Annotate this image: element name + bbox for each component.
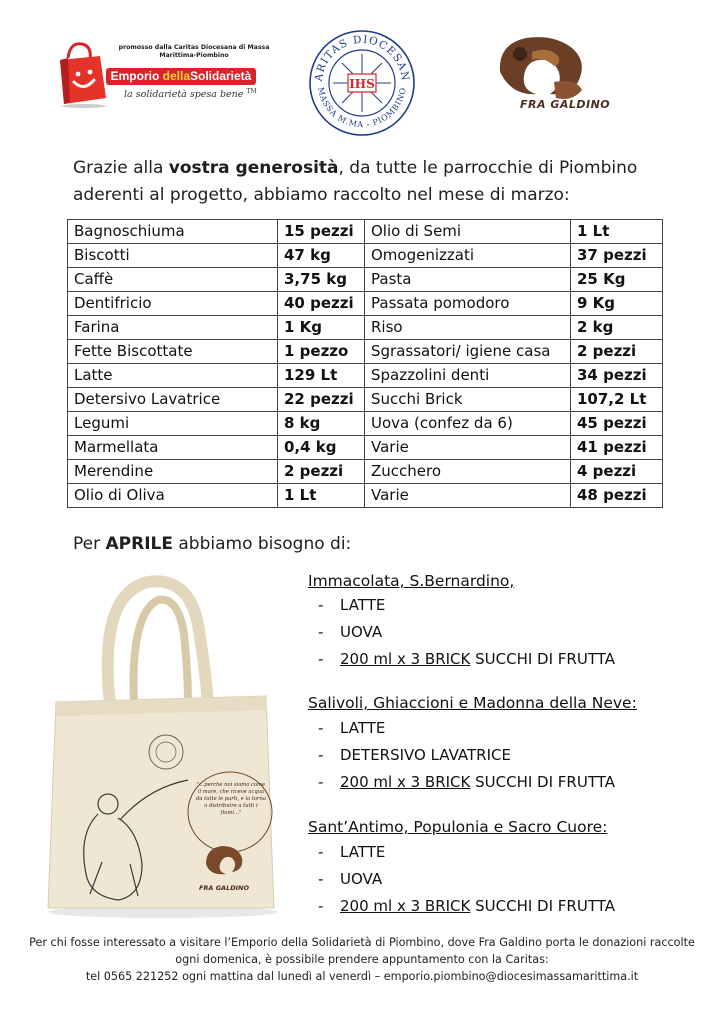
footer-line: Per chi fosse interessato a visitare l’Emporio della Solidarietà di Piombino, dove Fra Galdino porta le donazioni raccolte (29, 936, 695, 949)
parish-group-title: Sant’Antimo, Populonia e Sacro Cuore: (308, 818, 608, 836)
caritas-diocesana-seal (304, 28, 420, 138)
emporio-name-banner (106, 68, 256, 85)
need-item (318, 839, 615, 866)
donation-quantity: 1 Lt (278, 484, 365, 508)
donation-item-name: Sgrassatori/ igiene casa (365, 340, 571, 364)
fra-galdino-wordmark: FRA GALDINO (520, 98, 611, 111)
need-item-label: LATTE (340, 596, 386, 614)
donation-quantity: 22 pezzi (278, 388, 365, 412)
donation-item-name: Passata pomodoro (365, 292, 571, 316)
list-dash: - (318, 843, 324, 861)
donation-quantity: 8 kg (278, 412, 365, 436)
need-item-text (340, 866, 382, 893)
donation-item-name: Legumi (68, 412, 278, 436)
donation-quantity: 40 pezzi (278, 292, 365, 316)
donation-item-name: Omogenizzati (365, 244, 571, 268)
need-item (318, 893, 615, 920)
list-dash: - (318, 650, 324, 668)
parish-group-title: Immacolata, S.Bernardino, (308, 572, 515, 590)
donation-item-name: Olio di Oliva (68, 484, 278, 508)
donation-quantity: 1 pezzo (278, 340, 365, 364)
donation-quantity: 25 Kg (571, 268, 663, 292)
needs-heading-text-1: Per (73, 534, 106, 554)
need-item (318, 742, 615, 769)
donation-quantity: 4 pezzi (571, 460, 663, 484)
tote-brand-text: FRA GALDINO (198, 884, 250, 892)
needs-heading (73, 534, 351, 554)
donation-quantity: 0,4 kg (278, 436, 365, 460)
list-dash: - (318, 746, 324, 764)
parish-group-title: Salivoli, Ghiaccioni e Madonna della Neve: (308, 694, 637, 712)
donation-quantity: 1 Kg (278, 316, 365, 340)
donation-item-name: Succhi Brick (365, 388, 571, 412)
donation-item-name: Varie (365, 484, 571, 508)
donation-item-name: Biscotti (68, 244, 278, 268)
shopping-bag-icon (56, 38, 108, 108)
donation-item-name: Latte (68, 364, 278, 388)
donation-item-name: Dentifricio (68, 292, 278, 316)
donation-quantity: 9 Kg (571, 292, 663, 316)
need-item-label: SUCCHI DI FRUTTA (470, 773, 615, 791)
emporio-tagline-text: la solidarietà spesa bene (124, 89, 244, 101)
donation-quantity: 47 kg (278, 244, 365, 268)
need-item-text (340, 619, 382, 646)
donation-item-name: Caffè (68, 268, 278, 292)
list-dash: - (318, 897, 324, 915)
needs-month: APRILE (105, 534, 173, 554)
need-item-text (340, 893, 615, 920)
donation-quantity: 2 pezzi (278, 460, 365, 484)
needs-heading-text-2: abbiamo bisogno di: (172, 534, 352, 554)
donation-item-name: Merendine (68, 460, 278, 484)
need-item-label: DETERSIVO LAVATRICE (340, 746, 511, 764)
emporio-tagline (124, 88, 284, 100)
seal-ring-bottom-text: MASSA M.MA - PIOMBINO (316, 86, 408, 130)
emporio-name-part3: Solidarietà (190, 69, 252, 83)
emporio-name-part2: della (162, 69, 190, 83)
seal-center-monogram: IHS (349, 77, 375, 91)
tote-bag-image (38, 574, 288, 919)
parish-needs-list (318, 715, 615, 796)
donation-item-name: Bagnoschiuma (68, 220, 278, 244)
donation-quantity: 41 pezzi (571, 436, 663, 460)
need-item-text (340, 646, 615, 673)
donation-row (68, 484, 663, 508)
footer-contact-line[interactable]: tel 0565 221252 ogni mattina dal lunedì al venerdì – emporio.piombino@diocesimassamarittima.it (85, 970, 639, 983)
donation-row (68, 292, 663, 316)
donation-quantity: 3,75 kg (278, 268, 365, 292)
need-item-quantity: 200 ml x 3 BRICK (340, 650, 471, 668)
donation-quantity: 45 pezzi (571, 412, 663, 436)
emporio-promoter-text: promosso dalla Caritas Diocesana di Massa Marittima-Piombino (118, 44, 270, 59)
donation-row (68, 388, 663, 412)
intro-paragraph (73, 155, 683, 209)
emporio-name-part1: Emporio (110, 69, 163, 83)
list-dash: - (318, 596, 324, 614)
need-item-text (340, 769, 615, 796)
donation-item-name: Spazzolini denti (365, 364, 571, 388)
donation-quantity: 15 pezzi (278, 220, 365, 244)
donation-item-name: Farina (68, 316, 278, 340)
donation-quantity: 48 pezzi (571, 484, 663, 508)
list-dash: - (318, 870, 324, 888)
need-item-label: UOVA (340, 623, 383, 641)
need-item (318, 866, 615, 893)
intro-text-1: Grazie alla (73, 158, 169, 178)
need-item-label: LATTE (340, 843, 386, 861)
list-dash: - (318, 773, 324, 791)
donation-quantity: 1 Lt (571, 220, 663, 244)
parish-needs-list (318, 592, 615, 673)
donation-row (68, 268, 663, 292)
need-item-text (340, 715, 385, 742)
donation-quantity: 37 pezzi (571, 244, 663, 268)
footer-line: ogni domenica, è possibile prendere appuntamento con la Caritas: (175, 953, 549, 966)
donation-item-name: Marmellata (68, 436, 278, 460)
list-dash: - (318, 719, 324, 737)
donations-table (67, 219, 663, 508)
donation-row (68, 340, 663, 364)
need-item (318, 646, 615, 673)
seal-ring-top-text: ARITAS DIOCESAN (312, 33, 412, 83)
donation-row (68, 460, 663, 484)
donation-item-name: Pasta (365, 268, 571, 292)
need-item (318, 592, 615, 619)
need-item-text (340, 592, 385, 619)
need-item-label: UOVA (340, 870, 383, 888)
trademark-mark: TM (246, 88, 257, 95)
donation-item-name: Riso (365, 316, 571, 340)
donation-row (68, 436, 663, 460)
donation-quantity: 129 Lt (278, 364, 365, 388)
donation-quantity: 2 pezzi (571, 340, 663, 364)
need-item-label: SUCCHI DI FRUTTA (470, 897, 615, 915)
emporio-logo (56, 36, 276, 116)
intro-text-2: , da tutte le parrocchie di Piombino aderenti al progetto, abbiamo raccolto nel mese di marzo: (73, 158, 638, 205)
donation-item-name: Uova (confez da 6) (365, 412, 571, 436)
need-item-label: LATTE (340, 719, 386, 737)
donation-quantity: 34 pezzi (571, 364, 663, 388)
donation-row (68, 364, 663, 388)
need-item-quantity: 200 ml x 3 BRICK (340, 773, 471, 791)
donation-item-name: Zucchero (365, 460, 571, 484)
footer-contact (20, 934, 704, 985)
need-item-quantity: 200 ml x 3 BRICK (340, 897, 471, 915)
list-dash: - (318, 623, 324, 641)
donation-row (68, 244, 663, 268)
donation-item-name: Olio di Semi (365, 220, 571, 244)
need-item (318, 769, 615, 796)
intro-bold-text: vostra generosità (168, 158, 339, 178)
need-item (318, 619, 615, 646)
donation-row (68, 412, 663, 436)
need-item (318, 715, 615, 742)
need-item-label: SUCCHI DI FRUTTA (470, 650, 615, 668)
donation-item-name: Fette Biscottate (68, 340, 278, 364)
donation-row (68, 220, 663, 244)
need-item-text (340, 839, 385, 866)
tote-quote-text: "...perché noi siamo come il mare, che riceve acqua da tutte le parti, e la torna a distribuire a tutti i fiumi..." (196, 782, 266, 816)
donation-item-name: Detersivo Lavatrice (68, 388, 278, 412)
donation-item-name: Varie (365, 436, 571, 460)
parish-needs-list (318, 839, 615, 920)
need-item-text (340, 742, 511, 769)
donation-quantity: 2 kg (571, 316, 663, 340)
donations-table-body (68, 220, 663, 508)
donation-row (68, 316, 663, 340)
donation-quantity: 107,2 Lt (571, 388, 663, 412)
